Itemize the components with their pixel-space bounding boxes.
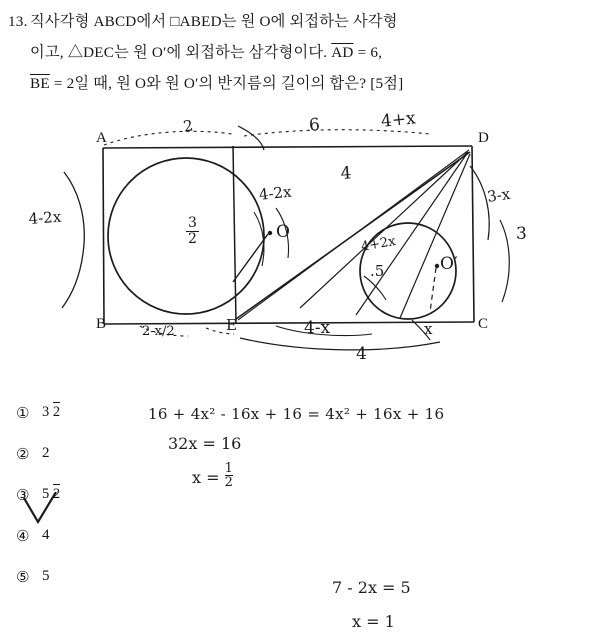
annotation-bottom-left: 2-x/2 xyxy=(142,324,175,339)
annotation-right-side: 3 xyxy=(516,224,527,244)
annotation-bottom-right: x xyxy=(424,320,433,338)
choice-5-value: 5 xyxy=(42,568,50,584)
annotation-diagonal-upper: 4 xyxy=(340,163,353,184)
problem-statement xyxy=(8,6,608,99)
annotation-radius-left: 3 2 xyxy=(186,216,199,247)
arc-left-bracket xyxy=(62,172,84,308)
scratch-line-3 xyxy=(192,462,233,489)
scratch-line-4: 7 - 2x = 5 xyxy=(332,578,411,597)
choice-4-value: 4 xyxy=(42,527,50,543)
annotation-bottom-middle: 4-x xyxy=(304,318,331,338)
choice-5-mark: ⑤ xyxy=(16,567,30,586)
choice-1-value xyxy=(42,405,60,420)
arc-top-left-dotted xyxy=(104,131,232,145)
center-o-prime-dot xyxy=(435,264,439,268)
scratch-line-2: 32x = 16 xyxy=(168,434,242,453)
vertex-label-c: C xyxy=(478,316,489,332)
problem-line-2-post: = 6, xyxy=(353,44,383,61)
vertex-label-d: D xyxy=(478,130,489,146)
center-label-o-prime: O′ xyxy=(440,254,458,274)
annotation-bottom-outer: 4 xyxy=(356,344,367,364)
choice-4-mark: ④ xyxy=(16,526,30,545)
scratch-line-3-fraction xyxy=(225,462,233,489)
choice-5[interactable] xyxy=(16,556,166,597)
choice-1-mark: ① xyxy=(16,403,30,422)
scratch-line-3-pre: x = xyxy=(192,468,225,487)
scratch-line-3-den: 2 xyxy=(224,475,233,490)
choice-1-numerator: 3 xyxy=(42,403,50,420)
choice-3-denominator: 2 xyxy=(52,485,61,502)
choice-1-denominator: 2 xyxy=(52,403,61,420)
problem-line-2-pre: 이고, △DEC는 원 O′에 외접하는 삼각형이다. xyxy=(30,44,332,61)
geometry-figure xyxy=(0,108,615,372)
choice-2-mark: ② xyxy=(16,444,30,463)
annotation-small-circle-left: 4+2x xyxy=(360,233,397,255)
segment-tangent-1 xyxy=(300,152,468,308)
segment-ad: $\overline{AD}$ xyxy=(331,44,354,61)
choice-2-value: 2 xyxy=(42,445,50,461)
choice-3-mark: ③ xyxy=(16,485,30,504)
annotation-small-circle-inner: .5 xyxy=(370,262,385,280)
vertex-label-e: E xyxy=(226,316,237,334)
center-label-o: O xyxy=(276,222,290,242)
problem-line-1-text: 직사각형 ABCD에서 □ABED는 원 O에 외접하는 사각형 xyxy=(30,13,398,30)
annotation-top-left: 2 xyxy=(182,116,195,136)
annotation-center-right: 4-2x xyxy=(258,182,293,204)
choice-3-numerator: 5 xyxy=(42,485,50,502)
arc-right-lower xyxy=(500,220,509,302)
answer-choices xyxy=(16,392,166,597)
segment-ed-2 xyxy=(238,150,469,320)
arc-top-right-dotted xyxy=(244,130,430,136)
problem-line-2 xyxy=(8,37,608,68)
scratch-line-3-num: 1 xyxy=(224,461,233,476)
vertex-label-b: B xyxy=(96,316,107,332)
segment-be: $\overline{BE}$ xyxy=(30,75,50,92)
annotation-top-middle: 6 xyxy=(308,114,321,136)
annotation-top-right: 4+x xyxy=(380,108,417,132)
scratch-line-5: x = 1 xyxy=(352,612,395,631)
annotation-left-side: 4-2x xyxy=(28,207,62,228)
arc-bottom xyxy=(240,338,440,350)
problem-line-1 xyxy=(8,6,608,37)
selected-answer-checkmark xyxy=(22,492,62,532)
problem-line-3 xyxy=(8,68,608,99)
scratch-line-1: 16 + 4x² - 16x + 16 = 4x² + 16x + 16 xyxy=(148,405,445,423)
choice-2[interactable] xyxy=(16,433,166,474)
radius-o xyxy=(233,234,268,282)
problem-line-3-post: = 2일 때, 원 O와 원 O′의 반지름의 길이의 합은? [5점] xyxy=(49,75,404,92)
choice-1[interactable] xyxy=(16,392,166,433)
vertex-label-a: A xyxy=(96,130,107,146)
annotation-right-upper: 3-x xyxy=(486,184,512,206)
problem-number: 13. xyxy=(8,13,28,30)
radius-o-prime xyxy=(430,268,436,312)
